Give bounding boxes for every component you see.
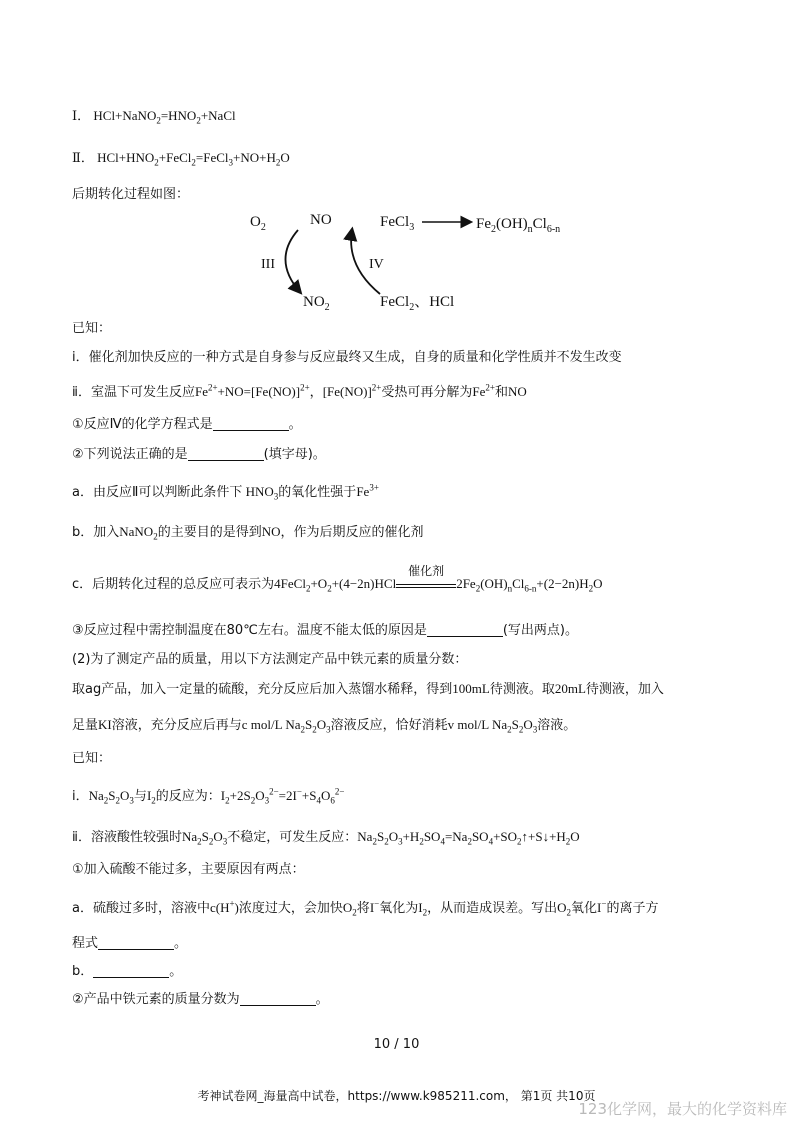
diagram-fecl2-hcl: FeCl$_2$、HCl	[380, 294, 455, 313]
known-label-2: 已知：	[72, 751, 112, 766]
watermark: 123化学网，最大的化学资料库	[578, 1100, 787, 1118]
diagram-roman-3: III	[261, 257, 275, 272]
question-5: ②产品中铁元素的质量分数为 。	[72, 992, 329, 1007]
question-2: ②下列说法正确的是 (填字母)。	[72, 447, 326, 462]
conversion-cycle-diagram	[240, 208, 600, 313]
question-4a-line-2: 程式 。	[72, 936, 188, 951]
question-4a: a．硫酸过多时，溶液中c(H+)浓度过大，会加快$O_2$将I−氧化为$I_2$，从而造成误差。写出$O_2$氧化I−的离子方	[72, 898, 659, 918]
diagram-fecl3: FeCl$_3$	[380, 214, 415, 233]
answer-blank-2[interactable]	[188, 446, 264, 461]
option-c: c．后期转化过程的总反应可表示为$4FeCl_2+O_2+(4-2n)HCl$ 催化剂 $2Fe_2(OH)_nCl_{6-n}+(2-2n)H_2O$	[72, 564, 603, 594]
diagram-o2: $O_2$	[250, 214, 266, 233]
diagram-no: NO	[310, 212, 332, 228]
part-2-heading: (2)为了测定产品的质量，用以下方法测定产品中铁元素的质量分数：	[72, 652, 468, 667]
answer-blank-1[interactable]	[213, 416, 289, 431]
question-1: ①反应Ⅳ的化学方程式是 。	[72, 417, 302, 432]
answer-blank-5[interactable]	[240, 991, 316, 1006]
reaction-2: Ⅱ． $HCl+HNO_2+FeCl_2=FeCl_3+NO+H_2O$	[72, 150, 290, 168]
diagram-fe2ohcl: $Fe_2(OH)_nCl_{6-n}$	[476, 216, 561, 235]
diagram-curve-3	[285, 230, 300, 292]
option-a: a．由反应Ⅱ可以判断此条件下 $HNO_3$的氧化性强于$Fe^{3+}$	[72, 482, 379, 502]
question-4b: b． 。	[72, 964, 183, 979]
known-1-i: ⅰ．催化剂加快反应的一种方式是自身参与反应最终又生成，自身的质量和化学性质并不发生改变	[72, 350, 622, 365]
diagram-roman-4: IV	[369, 257, 384, 272]
footer-source: 考神试卷网_海量高中试卷，https://www.k985211.com， 第1页 共10页	[197, 1089, 596, 1103]
diagram-no2: $NO_2$	[303, 294, 330, 313]
known-2-ii: ⅱ．溶液酸性较强时$Na_2S_2O_3$不稳定，可发生反应：$Na_2S_2O_3+H_2SO_4=Na_2SO_4+SO_2↑+S↓+H_2O$	[72, 829, 580, 847]
later-process-label: 后期转化过程如图：	[72, 187, 190, 202]
catalyst-label: 催化剂	[408, 564, 445, 578]
known-2-i: ⅰ．$Na_2S_2O_3$与$I_2$的反应为：$I_2+2S_2O_3^{2-}=2I^-+S_4O_6^{2-}$	[72, 786, 345, 806]
answer-blank-4b[interactable]	[93, 963, 169, 978]
procedure-line-1: 取ag产品，加入一定量的硫酸，充分反应后加入蒸馏水稀释，得到100mL待测液。取20mL待测液，加入	[72, 681, 664, 697]
answer-blank-4a[interactable]	[98, 935, 174, 950]
known-label-1: 已知：	[72, 321, 112, 336]
answer-blank-3[interactable]	[427, 622, 503, 637]
known-1-ii: ⅱ．室温下可发生反应$Fe^{2+}+NO=[Fe(NO)]^{2+}$，$[Fe(NO)]^{2+}$受热可再分解为$Fe^{2+}$和NO	[72, 382, 527, 400]
procedure-line-2: 足量KI溶液，充分反应后再与c mol/L $Na_2S_2O_3$溶液反应，恰好消耗v mol/L $Na_2S_2O_3$溶液。	[72, 717, 577, 735]
question-3: ③反应过程中需控制温度在80℃左右。温度不能太低的原因是 (写出两点)。	[72, 623, 578, 638]
page-number: 10 / 10	[373, 1037, 420, 1052]
option-b: b．加入NaNO$_2$的主要目的是得到NO，作为后期反应的催化剂	[72, 524, 424, 542]
question-4: ①加入硫酸不能过多，主要原因有两点：	[72, 862, 305, 877]
reaction-1: Ⅰ． $HCl+NaNO_2=HNO_2+NaCl$	[72, 108, 236, 126]
